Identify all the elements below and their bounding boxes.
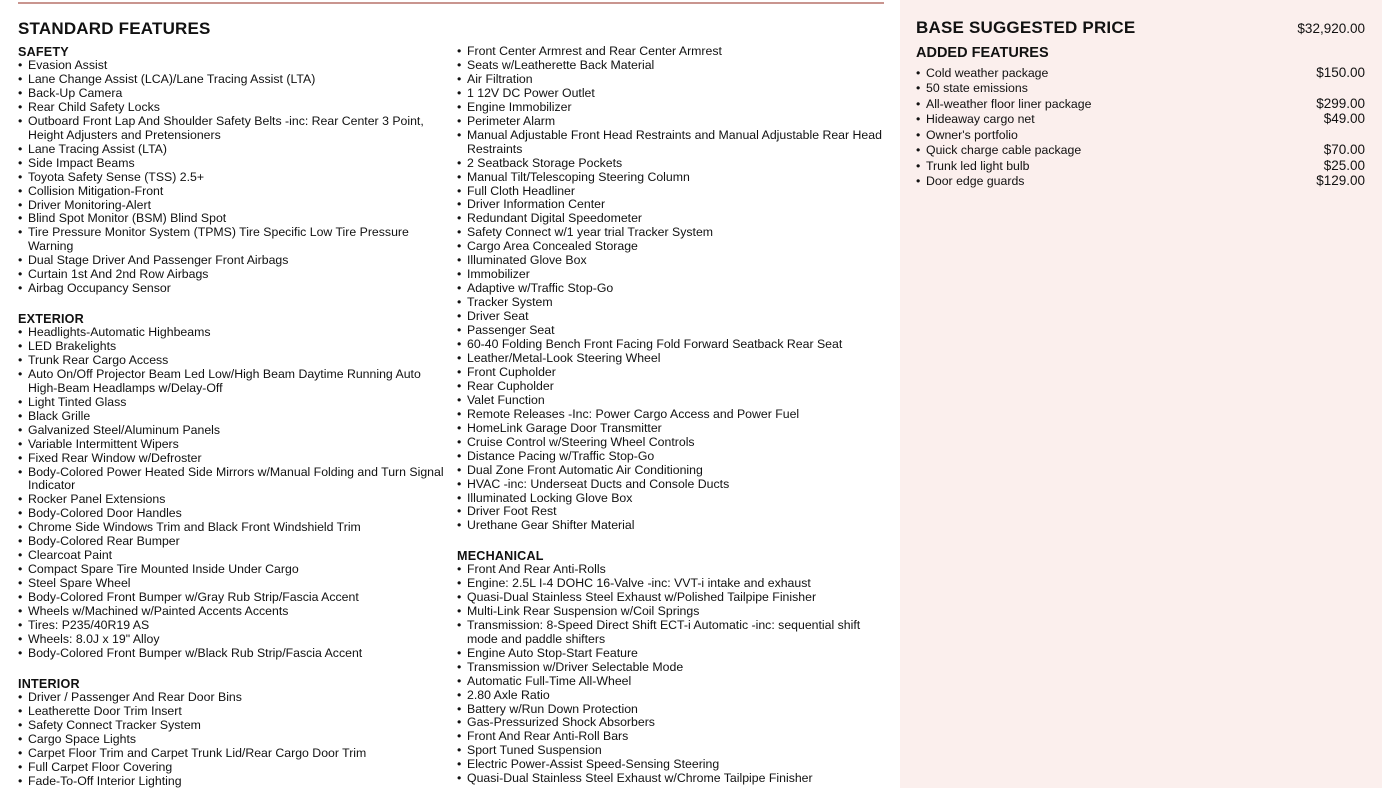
feature-item: • Engine Immobilizer [457,101,887,115]
feature-item: • Headlights-Automatic Highbeams [18,326,448,340]
feature-item: • Safety Connect Tracker System [18,719,448,733]
feature-item: • Carpet Floor Trim and Carpet Trunk Lid/Rear Cargo Door Trim [18,747,448,761]
feature-item: • Curtain 1st And 2nd Row Airbags [18,268,448,282]
feature-item: • Tire Pressure Monitor System (TPMS) Tire Specific Low Tire Pressure Warning [18,226,448,254]
feature-item: • Rear Cupholder [457,380,887,394]
feature-item: • Rocker Panel Extensions [18,493,448,507]
feature-item: • Toyota Safety Sense (TSS) 2.5+ [18,171,448,185]
page-title: STANDARD FEATURES [18,19,211,38]
feature-item: • Side Impact Beams [18,157,448,171]
feature-item: • Illuminated Locking Glove Box [457,492,887,506]
feature-item: • Airbag Occupancy Sensor [18,282,448,296]
feature-item: • Transmission: 8-Speed Direct Shift ECT-i Automatic -inc: sequential shift mode and paddle shifters [457,619,887,647]
feature-item: • Leather/Metal-Look Steering Wheel [457,352,887,366]
feature-item: • Safety Connect w/1 year trial Tracker System [457,226,887,240]
feature-item: • Passenger Seat [457,324,887,338]
feature-item: • Electric Power-Assist Speed-Sensing Steering [457,758,887,772]
feature-item: • Full Cloth Headliner [457,185,887,199]
feature-item: • HVAC -inc: Underseat Ducts and Console Ducts [457,478,887,492]
feature-item: • Illuminated Glove Box [457,254,887,268]
added-feature-name: • Cold weather package [916,66,1048,80]
section-heading: MECHANICAL [457,549,544,563]
feature-item: • Seats w/Leatherette Back Material [457,59,887,73]
feature-item: • Transmission w/Driver Selectable Mode [457,661,887,675]
added-feature-price: $70.00 [1323,142,1365,157]
feature-item: • Rear Child Safety Locks [18,101,448,115]
feature-item: • HomeLink Garage Door Transmitter [457,422,887,436]
feature-item: • Body-Colored Front Bumper w/Black Rub Strip/Fascia Accent [18,647,448,661]
added-feature-price: $25.00 [1323,157,1365,173]
added-feature-row [916,64,1365,80]
feature-item: • Compact Spare Tire Mounted Inside Under Cargo [18,563,448,577]
feature-item: • Engine: 2.5L I-4 DOHC 16-Valve -inc: VVT-i intake and exhaust [457,577,887,591]
feature-item: • Gas-Pressurized Shock Absorbers [457,716,887,730]
feature-item: • Driver Foot Rest [457,505,887,519]
feature-item: • Valet Function [457,394,887,408]
feature-item: • Remote Releases -Inc: Power Cargo Access and Power Fuel [457,408,887,422]
feature-item: • Chrome Side Windows Trim and Black Front Windshield Trim [18,521,448,535]
feature-item: • Lane Change Assist (LCA)/Lane Tracing Assist (LTA) [18,73,448,87]
feature-item: • Multi-Link Rear Suspension w/Coil Springs [457,605,887,619]
feature-item: • Distance Pacing w/Traffic Stop-Go [457,450,887,464]
feature-item: • Engine Auto Stop-Start Feature [457,647,887,661]
feature-list [18,326,448,661]
feature-item: • Driver Information Center [457,198,887,212]
feature-item: • Quasi-Dual Stainless Steel Exhaust w/Polished Tailpipe Finisher [457,591,887,605]
feature-item: • Collision Mitigation-Front [18,185,448,199]
section-heading: INTERIOR [18,677,80,691]
feature-item: • Blind Spot Monitor (BSM) Blind Spot [18,212,448,226]
feature-list [18,59,448,296]
base-price-row [916,18,1365,38]
added-feature-row [916,173,1365,189]
feature-item: • Air Filtration [457,73,887,87]
feature-item: • Automatic Full-Time All-Wheel [457,675,887,689]
added-feature-name: • Owner's portfolio [916,128,1018,142]
feature-item: • Perimeter Alarm [457,115,887,129]
feature-item: • Evasion Assist [18,59,448,73]
feature-item: • Lane Tracing Assist (LTA) [18,143,448,157]
added-feature-name: • Trunk led light bulb [916,159,1029,173]
feature-item: • Steel Spare Wheel [18,577,448,591]
section-heading: SAFETY [18,45,69,59]
added-feature-price: $129.00 [1316,173,1365,188]
feature-item: • Front Cupholder [457,366,887,380]
feature-item: • Front And Rear Anti-Roll Bars [457,730,887,744]
section-heading: EXTERIOR [18,312,84,326]
feature-item: • Driver Monitoring-Alert [18,199,448,213]
feature-item: • Variable Intermittent Wipers [18,438,448,452]
added-feature-row [916,111,1365,127]
added-feature-row [916,157,1365,173]
feature-item: • Fixed Rear Window w/Defroster [18,452,448,466]
feature-item: • Wheels w/Machined w/Painted Accents Accents [18,605,448,619]
added-feature-row [916,95,1365,111]
feature-item: • Fade-To-Off Interior Lighting [18,775,448,789]
added-feature-name: • Door edge guards [916,174,1024,188]
added-feature-name: • 50 state emissions [916,81,1028,95]
feature-section [457,45,887,533]
feature-item: • LED Brakelights [18,340,448,354]
feature-item: • Tracker System [457,296,887,310]
feature-item: • Dual Stage Driver And Passenger Front Airbags [18,254,448,268]
feature-list [18,691,448,789]
feature-item: • 60-40 Folding Bench Front Facing Fold Forward Seatback Rear Seat [457,338,887,352]
added-feature-price: $49.00 [1323,111,1365,126]
feature-item: • Body-Colored Rear Bumper [18,535,448,549]
feature-item: • Tires: P235/40R19 AS [18,619,448,633]
feature-item: • 2 Seatback Storage Pockets [457,157,887,171]
added-features-heading: ADDED FEATURES [916,45,1049,61]
feature-item: • 2.80 Axle Ratio [457,689,887,703]
added-feature-name: • Hideaway cargo net [916,112,1035,126]
feature-list [457,45,887,533]
feature-item: • Back-Up Camera [18,87,448,101]
feature-item: • Immobilizer [457,268,887,282]
added-feature-row [916,142,1365,158]
feature-item: • Black Grille [18,410,448,424]
feature-item: • Driver / Passenger And Rear Door Bins [18,691,448,705]
feature-item: • Leatherette Door Trim Insert [18,705,448,719]
base-price-label: BASE SUGGESTED PRICE [916,18,1136,37]
feature-item: • Light Tinted Glass [18,396,448,410]
feature-item: • Front And Rear Anti-Rolls [457,563,887,577]
feature-item: • Cargo Space Lights [18,733,448,747]
feature-item: • Body-Colored Front Bumper w/Gray Rub Strip/Fascia Accent [18,591,448,605]
feature-item: • Full Carpet Floor Covering [18,761,448,775]
feature-section [18,45,448,296]
feature-section [18,312,448,661]
feature-item: • Cruise Control w/Steering Wheel Controls [457,436,887,450]
feature-item: • Galvanized Steel/Aluminum Panels [18,424,448,438]
feature-item: • Dual Zone Front Automatic Air Conditioning [457,464,887,478]
added-features-list [916,64,1365,188]
feature-item: • Wheels: 8.0J x 19" Alloy [18,633,448,647]
feature-item: • Quasi-Dual Stainless Steel Exhaust w/Chrome Tailpipe Finisher [457,772,887,786]
feature-item: • Clearcoat Paint [18,549,448,563]
feature-item: • Cargo Area Concealed Storage [457,240,887,254]
feature-item: • Trunk Rear Cargo Access [18,354,448,368]
feature-item: • Battery w/Run Down Protection [457,703,887,717]
feature-item: • Manual Adjustable Front Head Restraints and Manual Adjustable Rear Head Restraints [457,129,887,157]
added-feature-name: • Quick charge cable package [916,143,1081,157]
feature-item: • Body-Colored Door Handles [18,507,448,521]
feature-item: • Outboard Front Lap And Shoulder Safety Belts -inc: Rear Center 3 Point, Height Adjusters and Pretensioners [18,115,448,143]
feature-item: • Auto On/Off Projector Beam Led Low/High Beam Daytime Running Auto High-Beam Headlamps w/Delay-Off [18,368,448,396]
feature-item: • Urethane Gear Shifter Material [457,519,887,533]
feature-section [18,677,448,789]
added-feature-row [916,80,1365,96]
added-feature-price: $150.00 [1316,64,1365,80]
feature-item: • 1 12V DC Power Outlet [457,87,887,101]
feature-item: • Driver Seat [457,310,887,324]
added-feature-name: • All-weather floor liner package [916,97,1091,111]
added-feature-price: $299.00 [1316,95,1365,111]
feature-item: • Manual Tilt/Telescoping Steering Column [457,171,887,185]
feature-section [457,549,887,786]
added-feature-row [916,126,1365,142]
top-divider-line [18,2,884,4]
feature-item: • Front Center Armrest and Rear Center Armrest [457,45,887,59]
feature-list [457,563,887,786]
base-price-value: $32,920.00 [1297,21,1365,36]
feature-item: • Body-Colored Power Heated Side Mirrors w/Manual Folding and Turn Signal Indicator [18,466,448,494]
feature-item: • Adaptive w/Traffic Stop-Go [457,282,887,296]
feature-item: • Redundant Digital Speedometer [457,212,887,226]
feature-item: • Sport Tuned Suspension [457,744,887,758]
